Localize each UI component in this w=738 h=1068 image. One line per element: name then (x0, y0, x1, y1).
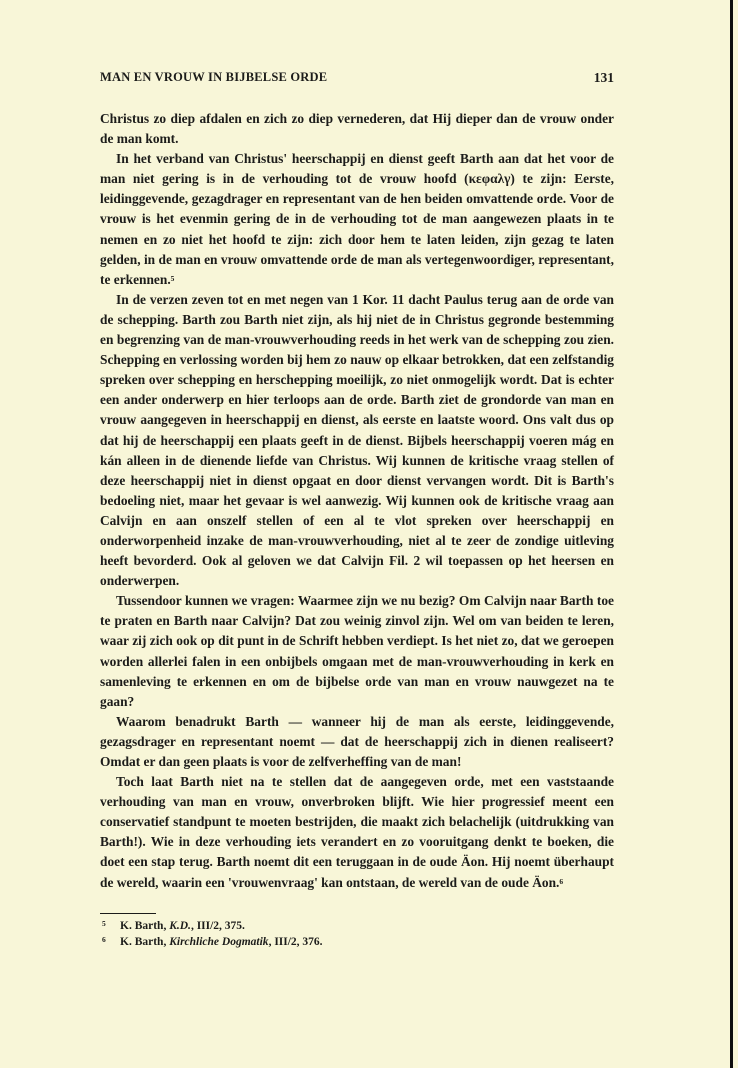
footnote-ref-5: 5 (170, 273, 175, 283)
paragraph-2: In het verband van Christus' heerschappij en dienst geeft Barth aan dat het voor de man niet gering is in de verhouding tot de vrouw hoofd (κεφαλγ) te zijn: Eerste, leidinggevende, gezagdrager en representant van de hen beiden omvattende orde. Voor de vrouw is het evenmin gering de in de verhouding tot de man aangewezen plaats in te nemen en zo niet het hoofd te zijn: zich door hem te laten leiden, zijn gezag te laten gelden, in de man en vrouw omvattende orde de man als vertegenwoordiger, representant, te erkennen.$^5$ (100, 151, 614, 287)
paragraph-1: Christus zo diep afdalen en zich zo diep vernederen, dat Hij dieper dan de vrouw onder de man komt. (100, 111, 614, 147)
paragraph-6: Toch laat Barth niet na te stellen dat de aangegeven orde, met een vaststaande verhouding van man en vrouw, onverbroken blijft. Wie hier progressief meent een conservatief standpunt te moeten bestrijden, die maakt zich belachelijk (uitdrukking van Barth!). Wie in deze verhouding iets verandert en zo vooruitgang denkt te boeken, die doet een stap terug. Barth noemt dit een teruggaan in de oude Äon. Hij noemt überhaupt de wereld, waarin een 'vrouwenvraag' kan ontstaan, de wereld van de oude Äon.$^6$ (100, 774, 614, 890)
running-title: MAN EN VROUW IN BIJBELSE ORDE (100, 70, 328, 84)
running-header (100, 70, 614, 90)
footnote-5: 5 K. Barth, K.D., III/2, 375. (100, 918, 614, 934)
paragraph-4: Tussendoor kunnen we vragen: Waarmee zijn we nu bezig? Om Calvijn naar Barth toe te praten en Barth naar Calvijn? Dat zou weinig zinvol zijn. Wel om van beiden te leren, waar zij zich ook op dit punt in de Schrift hebben verdiept. Is het niet zo, dat we geroepen worden allerlei falen in een onbijbels omgaan met de man-vrouwverhouding in kerk en samenleving te erkennen en om de bijbelse orde van man en vrouw nauwgezet na te gaan? (100, 593, 614, 709)
footnote-6: 6 K. Barth, Kirchliche Dogmatik, III/2, 376. (100, 934, 614, 950)
paragraph-5: Waarom benadrukt Barth — wanneer hij de man als eerste, leidinggevende, gezagsdrager en representant noemt — dat de heerschappij zich in dienen realiseert? Omdat er dan geen plaats is voor de zelfverheffing van de man! (100, 713, 614, 769)
page-edge-shadow (730, 0, 733, 1068)
footnote-mark: 5 (102, 919, 106, 928)
paragraph-3: In de verzen zeven tot en met negen van 1 Kor. 11 dacht Paulus terug aan de orde van de schepping. Barth zou Barth niet zijn, als hij niet de in Christus gegronde bestemming en begrenzing van de man-vrouwverhouding reeds in het werk van de schepping zou zien. Schepping en verlossing worden bij hem zo nauw op elkaar betrokken, dat een zelfstandig spreken over schepping en herschepping moeilijk, zo niet onmogelijk wordt. Dat is echter een ander onderwerp en hier terloops aan de orde. Barth ziet de grondorde van man en vrouw aangegeven in heerschappij en dienst, als eerste en laatste woord. Ons valt dus op dat hij de heerschappij een plaats geeft in de dienst. Bijbels heerschappij voeren mág en kán alleen in de dienende liefde van Christus. Wij kunnen de kritische vraag stellen of deze heerschappij niet in dienst opgaat en door dienst vervangen wordt. Dit is Barth's bedoeling niet, maar het gevaar is wel aanwezig. Wij kunnen ook de kritische vraag aan Calvijn en aan onszelf stellen of een al te vlot spreken over heerschappij en onderworpenheid inzake de man-vrouwverhouding, niet al te zeer de zondige uitleving heeft bevorderd. Ook al geloven we dat Calvijn Fil. 2 wil toepassen op het heersen en onderwerpen. (100, 291, 614, 589)
page-number: 131 (593, 70, 614, 85)
body-text (100, 109, 614, 893)
footnotes (100, 918, 614, 950)
footnote-mark: 6 (102, 935, 106, 944)
footnote-ref-6: 6 (559, 876, 564, 886)
footnote-title: Kirchliche Dogmatik (169, 936, 269, 948)
footnote-title: K.D. (169, 920, 191, 932)
footnote-rule (100, 913, 156, 914)
